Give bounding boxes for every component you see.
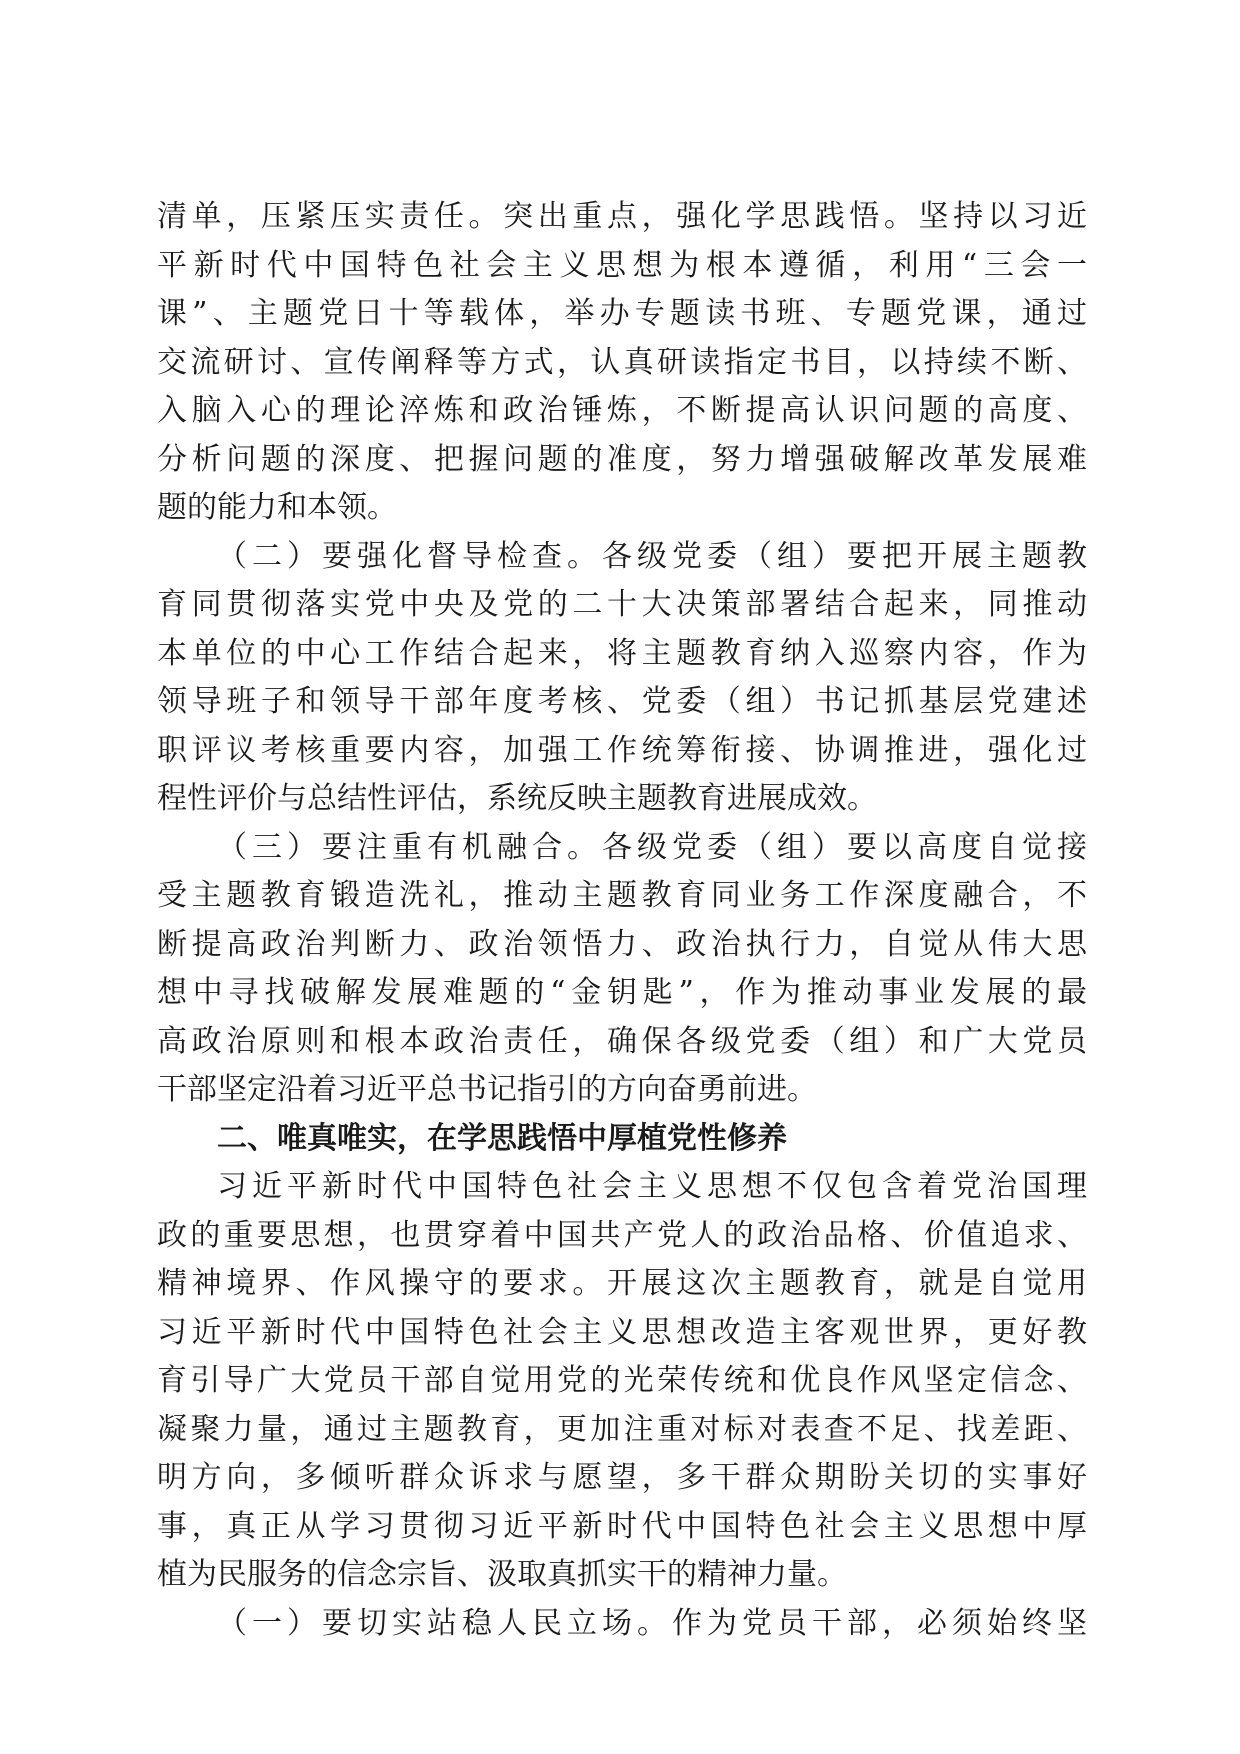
text-line: 想中寻找破解发展难题的“金钥匙”，作为推动事业发展的最: [157, 975, 1087, 1010]
document-body: [157, 193, 1087, 1648]
text-line: 职评议考核重要内容，加强工作统筹衔接、协调推进，强化过: [157, 732, 1087, 768]
text-line: 精神境界、作风操守的要求。开展这次主题教育，就是自觉用: [157, 1266, 1087, 1301]
text-line: 程性评价与总结性评估，系统反映主题教育进展成效。: [157, 781, 877, 816]
text-line: 清单，压紧压实责任。突出重点，强化学思践悟。坚持以习近: [157, 199, 1087, 234]
text-line: 育同贯彻落实党中央及党的二十大决策部署结合起来，同推动: [157, 587, 1087, 622]
text-line: 领导班子和领导干部年度考核、党委（组）书记抓基层党建述: [157, 684, 1087, 719]
text-line: 平新时代中国特色社会主义思想为根本遵循，利用“三会一: [157, 247, 1087, 283]
text-line: 断提高政治判断力、政治领悟力、政治执行力，自觉从伟大思: [157, 926, 1087, 962]
text-line: 干部坚定沿着习近平总书记指引的方向奋勇前进。: [157, 1072, 817, 1107]
text-line: 明方向，多倾听群众诉求与愿望，多干群众期盼关切的实事好: [157, 1460, 1087, 1495]
text-line: 题的能力和本领。: [157, 490, 397, 525]
text-line: 政的重要思想，也贯穿着中国共产党人的政治品格、价值追求、: [157, 1217, 1087, 1253]
paragraph-start-line: （一）要切实站稳人民立场。作为党员干部，必须始终坚: [217, 1605, 1087, 1641]
paragraph-start-line: 习近平新时代中国特色社会主义思想不仅包含着党治国理: [217, 1169, 1087, 1204]
text-line: 课”、主题党日十等载体，举办专题读书班、专题党课，通过: [157, 296, 1087, 331]
text-line: 高政治原则和根本政治责任，确保各级党委（组）和广大党员: [157, 1023, 1087, 1059]
section-heading: 二、唯真唯实，在学思践悟中厚植党性修养: [217, 1120, 787, 1156]
text-line: 交流研讨、宣传阐释等方式，认真研读指定书目，以持续不断、: [157, 344, 1087, 380]
text-line: 入脑入心的理论淬炼和政治锤炼，不断提高认识问题的高度、: [157, 393, 1087, 428]
text-line: 事，真正从学习贯彻习近平新时代中国特色社会主义思想中厚: [157, 1508, 1087, 1544]
text-line: 植为民服务的信念宗旨、汲取真抓实干的精神力量。: [157, 1557, 847, 1592]
text-line: 受主题教育锻造洗礼，推动主题教育同业务工作深度融合，不: [157, 878, 1087, 913]
text-line: 习近平新时代中国特色社会主义思想改造主客观世界，更好教: [157, 1314, 1087, 1350]
paragraph-start-line: （三）要注重有机融合。各级党委（组）要以高度自觉接: [217, 829, 1087, 865]
text-line: 分析问题的深度、把握问题的准度，努力增强破解改革发展难: [157, 441, 1087, 477]
text-line: 本单位的中心工作结合起来，将主题教育纳入巡察内容，作为: [157, 635, 1087, 671]
text-line: 育引导广大党员干部自觉用党的光荣传统和优良作风坚定信念、: [157, 1363, 1087, 1398]
paragraph-start-line: （二）要强化督导检查。各级党委（组）要把开展主题教: [217, 538, 1087, 574]
text-line: 凝聚力量，通过主题教育，更加注重对标对表查不足、找差距、: [157, 1411, 1087, 1447]
